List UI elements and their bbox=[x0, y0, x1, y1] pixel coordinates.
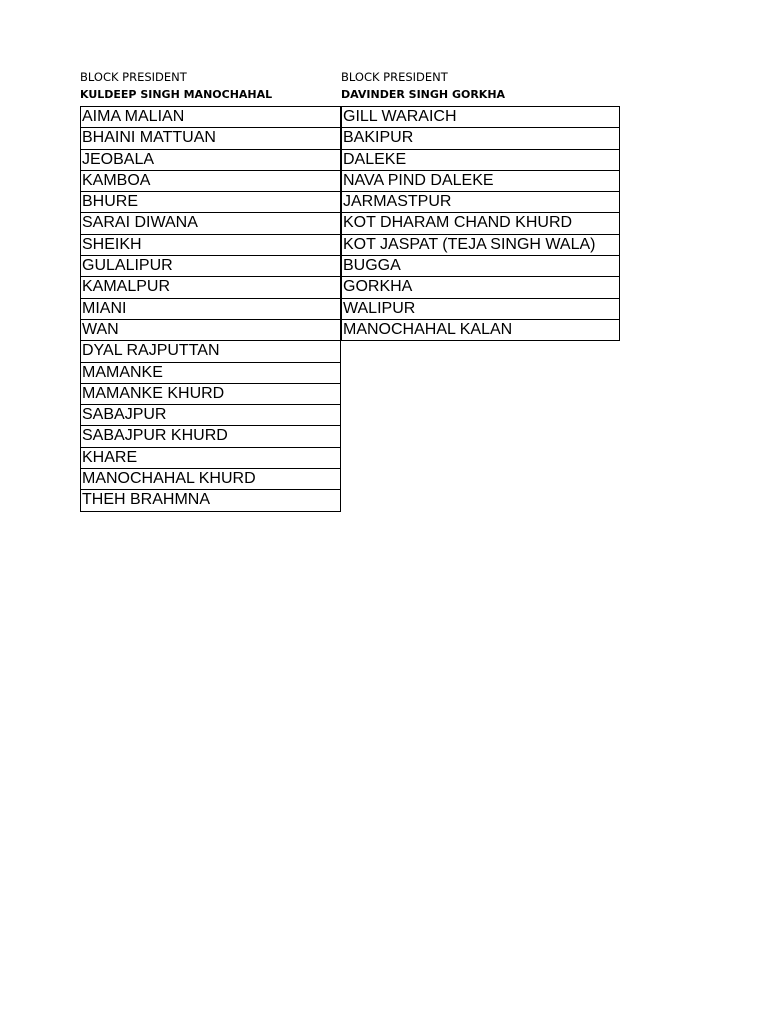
village-row: GILL WARAICH bbox=[341, 107, 620, 128]
village-row: WAN bbox=[80, 320, 341, 341]
right-president-name: DAVINDER SINGH GORKHA bbox=[341, 88, 506, 101]
village-row: SABAJPUR KHURD bbox=[80, 426, 341, 447]
village-row: GORKHA bbox=[341, 277, 620, 298]
left-column bbox=[80, 70, 341, 512]
left-village-list bbox=[80, 106, 341, 512]
right-role-label: BLOCK PRESIDENT bbox=[341, 70, 448, 84]
right-column bbox=[341, 70, 620, 341]
village-row: NAVA PIND DALEKE bbox=[341, 171, 620, 192]
village-row: MIANI bbox=[80, 299, 341, 320]
village-row: DALEKE bbox=[341, 150, 620, 171]
village-row: JEOBALA bbox=[80, 150, 341, 171]
village-row: BHAINI MATTUAN bbox=[80, 128, 341, 149]
village-row: SHEIKH bbox=[80, 235, 341, 256]
village-row: GULALIPUR bbox=[80, 256, 341, 277]
village-row: KAMALPUR bbox=[80, 277, 341, 298]
village-row: SARAI DIWANA bbox=[80, 213, 341, 234]
village-row: KHARE bbox=[80, 448, 341, 469]
village-row: KAMBOA bbox=[80, 171, 341, 192]
right-village-list bbox=[341, 106, 620, 341]
village-row: BUGGA bbox=[341, 256, 620, 277]
village-row: SABAJPUR bbox=[80, 405, 341, 426]
village-row: BAKIPUR bbox=[341, 128, 620, 149]
village-row: MAMANKE bbox=[80, 363, 341, 384]
village-row: MANOCHAHAL KALAN bbox=[341, 320, 620, 341]
left-president-name: KULDEEP SINGH MANOCHAHAL bbox=[80, 88, 273, 101]
village-row: THEH BRAHMNA bbox=[80, 490, 341, 511]
village-row: KOT DHARAM CHAND KHURD bbox=[341, 213, 620, 234]
village-row: DYAL RAJPUTTAN bbox=[80, 341, 341, 362]
village-row: MAMANKE KHURD bbox=[80, 384, 341, 405]
village-row: KOT JASPAT (TEJA SINGH WALA) bbox=[341, 235, 620, 256]
left-role-label: BLOCK PRESIDENT bbox=[80, 70, 187, 84]
village-row: AIMA MALIAN bbox=[80, 107, 341, 128]
village-row: BHURE bbox=[80, 192, 341, 213]
village-row: WALIPUR bbox=[341, 299, 620, 320]
village-row: MANOCHAHAL KHURD bbox=[80, 469, 341, 490]
village-row: JARMASTPUR bbox=[341, 192, 620, 213]
